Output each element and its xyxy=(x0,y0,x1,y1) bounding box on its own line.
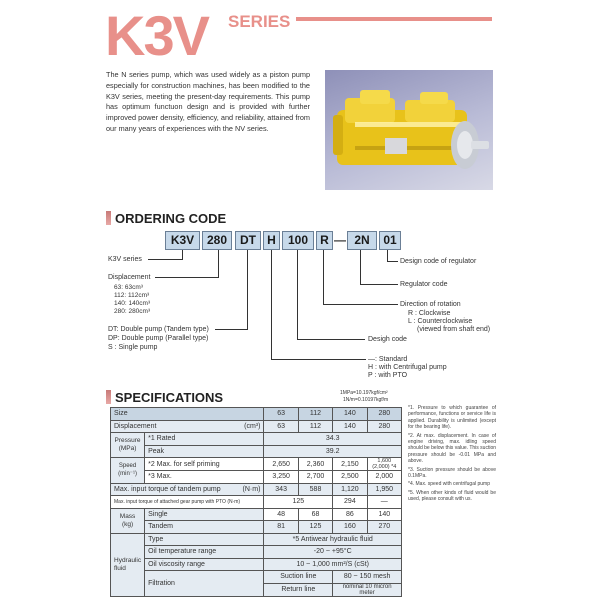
pump-type-s: S : Single pump xyxy=(108,344,158,351)
cell: 2,650 xyxy=(264,458,298,471)
cell: 2,500 xyxy=(333,471,367,484)
cell: 10 ~ 1,000 mm²/S (cSt) xyxy=(264,558,402,571)
footnote-2: *2. At max. displacement. In case of engine driving, max. idling speed should be below this value. This suction pressure should be -0.01 MPa and above. xyxy=(408,432,497,465)
unit: (cm³) xyxy=(244,422,261,430)
cell: 2,150 xyxy=(333,458,367,471)
cell: 280 xyxy=(367,420,401,433)
row-label: Oil temperature range xyxy=(145,546,264,559)
cell: 63 xyxy=(264,420,298,433)
section-marker xyxy=(106,211,111,225)
connector-line xyxy=(323,304,398,305)
cell: 140 xyxy=(367,508,401,521)
table-row-speed-max xyxy=(111,471,402,484)
cell: 112 xyxy=(298,420,332,433)
footnotes xyxy=(408,405,496,505)
cell: 125 xyxy=(264,496,333,509)
cell: 2,700 xyxy=(298,471,332,484)
connector-line xyxy=(215,329,248,330)
row-label: Peak xyxy=(145,445,264,458)
row-label xyxy=(111,420,264,433)
code-box-rotation: R xyxy=(316,231,333,250)
connector-line xyxy=(271,250,272,360)
cell: 63 xyxy=(264,408,298,421)
series-label: SERIES xyxy=(228,12,291,31)
table-row-torque-tandem xyxy=(111,483,402,496)
cell: 34.3 xyxy=(264,433,402,446)
cell: 39.2 xyxy=(264,445,402,458)
cell: 125 xyxy=(298,521,332,534)
ordering-code-title: ORDERING CODE xyxy=(115,211,227,226)
label: Max. input torque of tandem pump xyxy=(114,485,221,493)
table-row-mass-tandem xyxy=(111,521,402,534)
table-row-mass-single xyxy=(111,508,402,521)
cell-label: Return line xyxy=(264,583,333,596)
rotation-l: L : Counterclockwise xyxy=(408,318,473,325)
rotation-note: (viewed from shaft end) xyxy=(417,326,491,333)
code-box-option: H xyxy=(263,231,280,250)
cell: -20 ~ +95°C xyxy=(264,546,402,559)
table-row-filtration-suction xyxy=(111,571,402,584)
displacement-280: 280: 280cm³ xyxy=(114,308,151,315)
pump-type-dt: DT: Double pump (Tandem type) xyxy=(108,326,209,333)
table-row-fluid-type xyxy=(111,533,402,546)
section-marker xyxy=(106,390,111,404)
row-label: *1 Rated xyxy=(145,433,264,446)
footnote-3: *3. Suction pressure should be above 0.1MPa. xyxy=(408,466,496,480)
cell: 3,250 xyxy=(264,471,298,484)
table-row-fluid-temp xyxy=(111,546,402,559)
pump-illustration xyxy=(325,70,493,190)
connector-line xyxy=(155,277,219,278)
label: Max. input torque of attached gear pump with PTO xyxy=(114,498,226,505)
connector-line xyxy=(360,250,361,285)
label: Displacement xyxy=(114,422,157,430)
k3v-logo: K3V xyxy=(105,4,208,67)
connector-line xyxy=(297,250,298,340)
connector-line xyxy=(218,250,219,278)
specifications-title: SPECIFICATIONS xyxy=(115,390,224,405)
specifications-table xyxy=(110,407,402,597)
label-design-code: Desigh code xyxy=(368,336,407,343)
row-group-label: Speed (min⁻¹) xyxy=(111,458,145,484)
row-label xyxy=(111,483,264,496)
unit: (N·m) xyxy=(242,485,261,493)
row-label: *2 Max. for self priming xyxy=(145,458,264,471)
cell: 81 xyxy=(264,521,298,534)
intro-paragraph: The N series pump, which was used widely as a piston pump especially for construction machines, has been modified to the K3V series, meeting the present-day requirements. This pump has optimum functuon design and is provided with further improved power density, efficiency, and reliability, attained from our many years of experiences with the NV series. xyxy=(106,70,310,133)
connector-line xyxy=(323,250,324,305)
cell: 86 xyxy=(333,508,367,521)
row-label: Single xyxy=(145,508,264,521)
cell: 270 xyxy=(367,521,401,534)
footnote-1: *1. Pressure to which guarantee of performance, functions or service life is applied. Durability is unlimited (except for the bearing life). xyxy=(408,405,496,431)
cell: 140 xyxy=(333,420,367,433)
cell: 588 xyxy=(298,483,332,496)
footnote-4: *4. Max. speed with centrifugal pump xyxy=(408,481,490,488)
label-k3v-series: K3V series xyxy=(108,256,142,263)
code-box-displacement: 280 xyxy=(202,231,232,250)
footnote-5: *5. When other kinds of fluid would be used, please consult with us. xyxy=(408,489,496,503)
table-row-speed-self-priming xyxy=(111,458,402,471)
table-row-pressure-peak xyxy=(111,445,402,458)
conversion-mpa: 1MPa=10.197kgf/cm² xyxy=(340,390,388,396)
cell: 1,950 xyxy=(367,483,401,496)
cell: 343 xyxy=(264,483,298,496)
pump-photo xyxy=(325,70,493,190)
option-standard: —: Standard xyxy=(368,356,408,363)
row-label: Oil viscosity range xyxy=(145,558,264,571)
cell: 1,120 xyxy=(333,483,367,496)
label-design-code-regulator: Design code of regulator xyxy=(400,258,477,265)
code-dash: — xyxy=(334,233,346,247)
table-row-pressure-rated xyxy=(111,433,402,446)
cell-label: Suction line xyxy=(264,571,333,584)
header-rule xyxy=(296,17,492,21)
cell: 68 xyxy=(298,508,332,521)
connector-line xyxy=(360,284,398,285)
option-pto: P : with PTO xyxy=(368,372,408,379)
row-label: Filtration xyxy=(145,571,264,597)
cell: 280 xyxy=(367,408,401,421)
displacement-112: 112: 112cm³ xyxy=(114,292,150,299)
row-label: Size xyxy=(111,408,264,421)
row-group-label: Hydraulic fluid xyxy=(111,533,145,596)
cell: 160 xyxy=(333,521,367,534)
rotation-r: R : Clockwise xyxy=(408,310,451,317)
unit: (N·m) xyxy=(227,498,241,505)
row-label: Tandem xyxy=(145,521,264,534)
code-box-regulator-design: 01 xyxy=(379,231,401,250)
cell: 140 xyxy=(333,408,367,421)
cell: 80 ~ 150 mesh xyxy=(333,571,402,584)
code-box-series: K3V xyxy=(165,231,200,250)
row-label: *3 Max. xyxy=(145,471,264,484)
row-group-label: Mass (kg) xyxy=(111,508,145,533)
row-label: Type xyxy=(145,533,264,546)
cell: — xyxy=(367,496,401,509)
connector-line xyxy=(247,250,248,330)
option-centrifugal: H : with Centrifugal pump xyxy=(368,364,447,371)
connector-line xyxy=(387,261,398,262)
cell: 2,000 xyxy=(367,471,401,484)
label-rotation: Direction of rotation xyxy=(400,301,461,308)
table-row-size xyxy=(111,408,402,421)
cell: *5 Antiwear hydraulic fluid xyxy=(264,533,402,546)
conversion-nm: 1N/m=0.10197kgf/m xyxy=(343,397,389,403)
cell: 112 xyxy=(298,408,332,421)
row-group-label: Pressure (MPa) xyxy=(111,433,145,458)
displacement-63: 63: 63cm³ xyxy=(114,284,143,291)
cell: nominal 10 micron meter xyxy=(333,583,402,596)
connector-line xyxy=(297,339,365,340)
label-displacement: Displacement xyxy=(108,274,151,281)
connector-line xyxy=(148,259,183,260)
row-label xyxy=(111,496,264,509)
label-regulator-code: Regulator code xyxy=(400,281,448,288)
cell: 48 xyxy=(264,508,298,521)
code-box-design: 100 xyxy=(282,231,314,250)
cell: 1,600 (2,000) *4 xyxy=(367,458,401,471)
cell: 2,360 xyxy=(298,458,332,471)
table-row-displacement xyxy=(111,420,402,433)
displacement-140: 140: 140cm³ xyxy=(114,300,151,307)
connector-line xyxy=(271,359,366,360)
cell: 294 xyxy=(333,496,367,509)
code-box-pump-type: DT xyxy=(235,231,261,250)
table-row-fluid-viscosity xyxy=(111,558,402,571)
code-box-regulator: 2N xyxy=(347,231,377,250)
pump-type-dp: DP: Double pump (Parallel type) xyxy=(108,335,209,342)
table-row-torque-pto xyxy=(111,496,402,509)
